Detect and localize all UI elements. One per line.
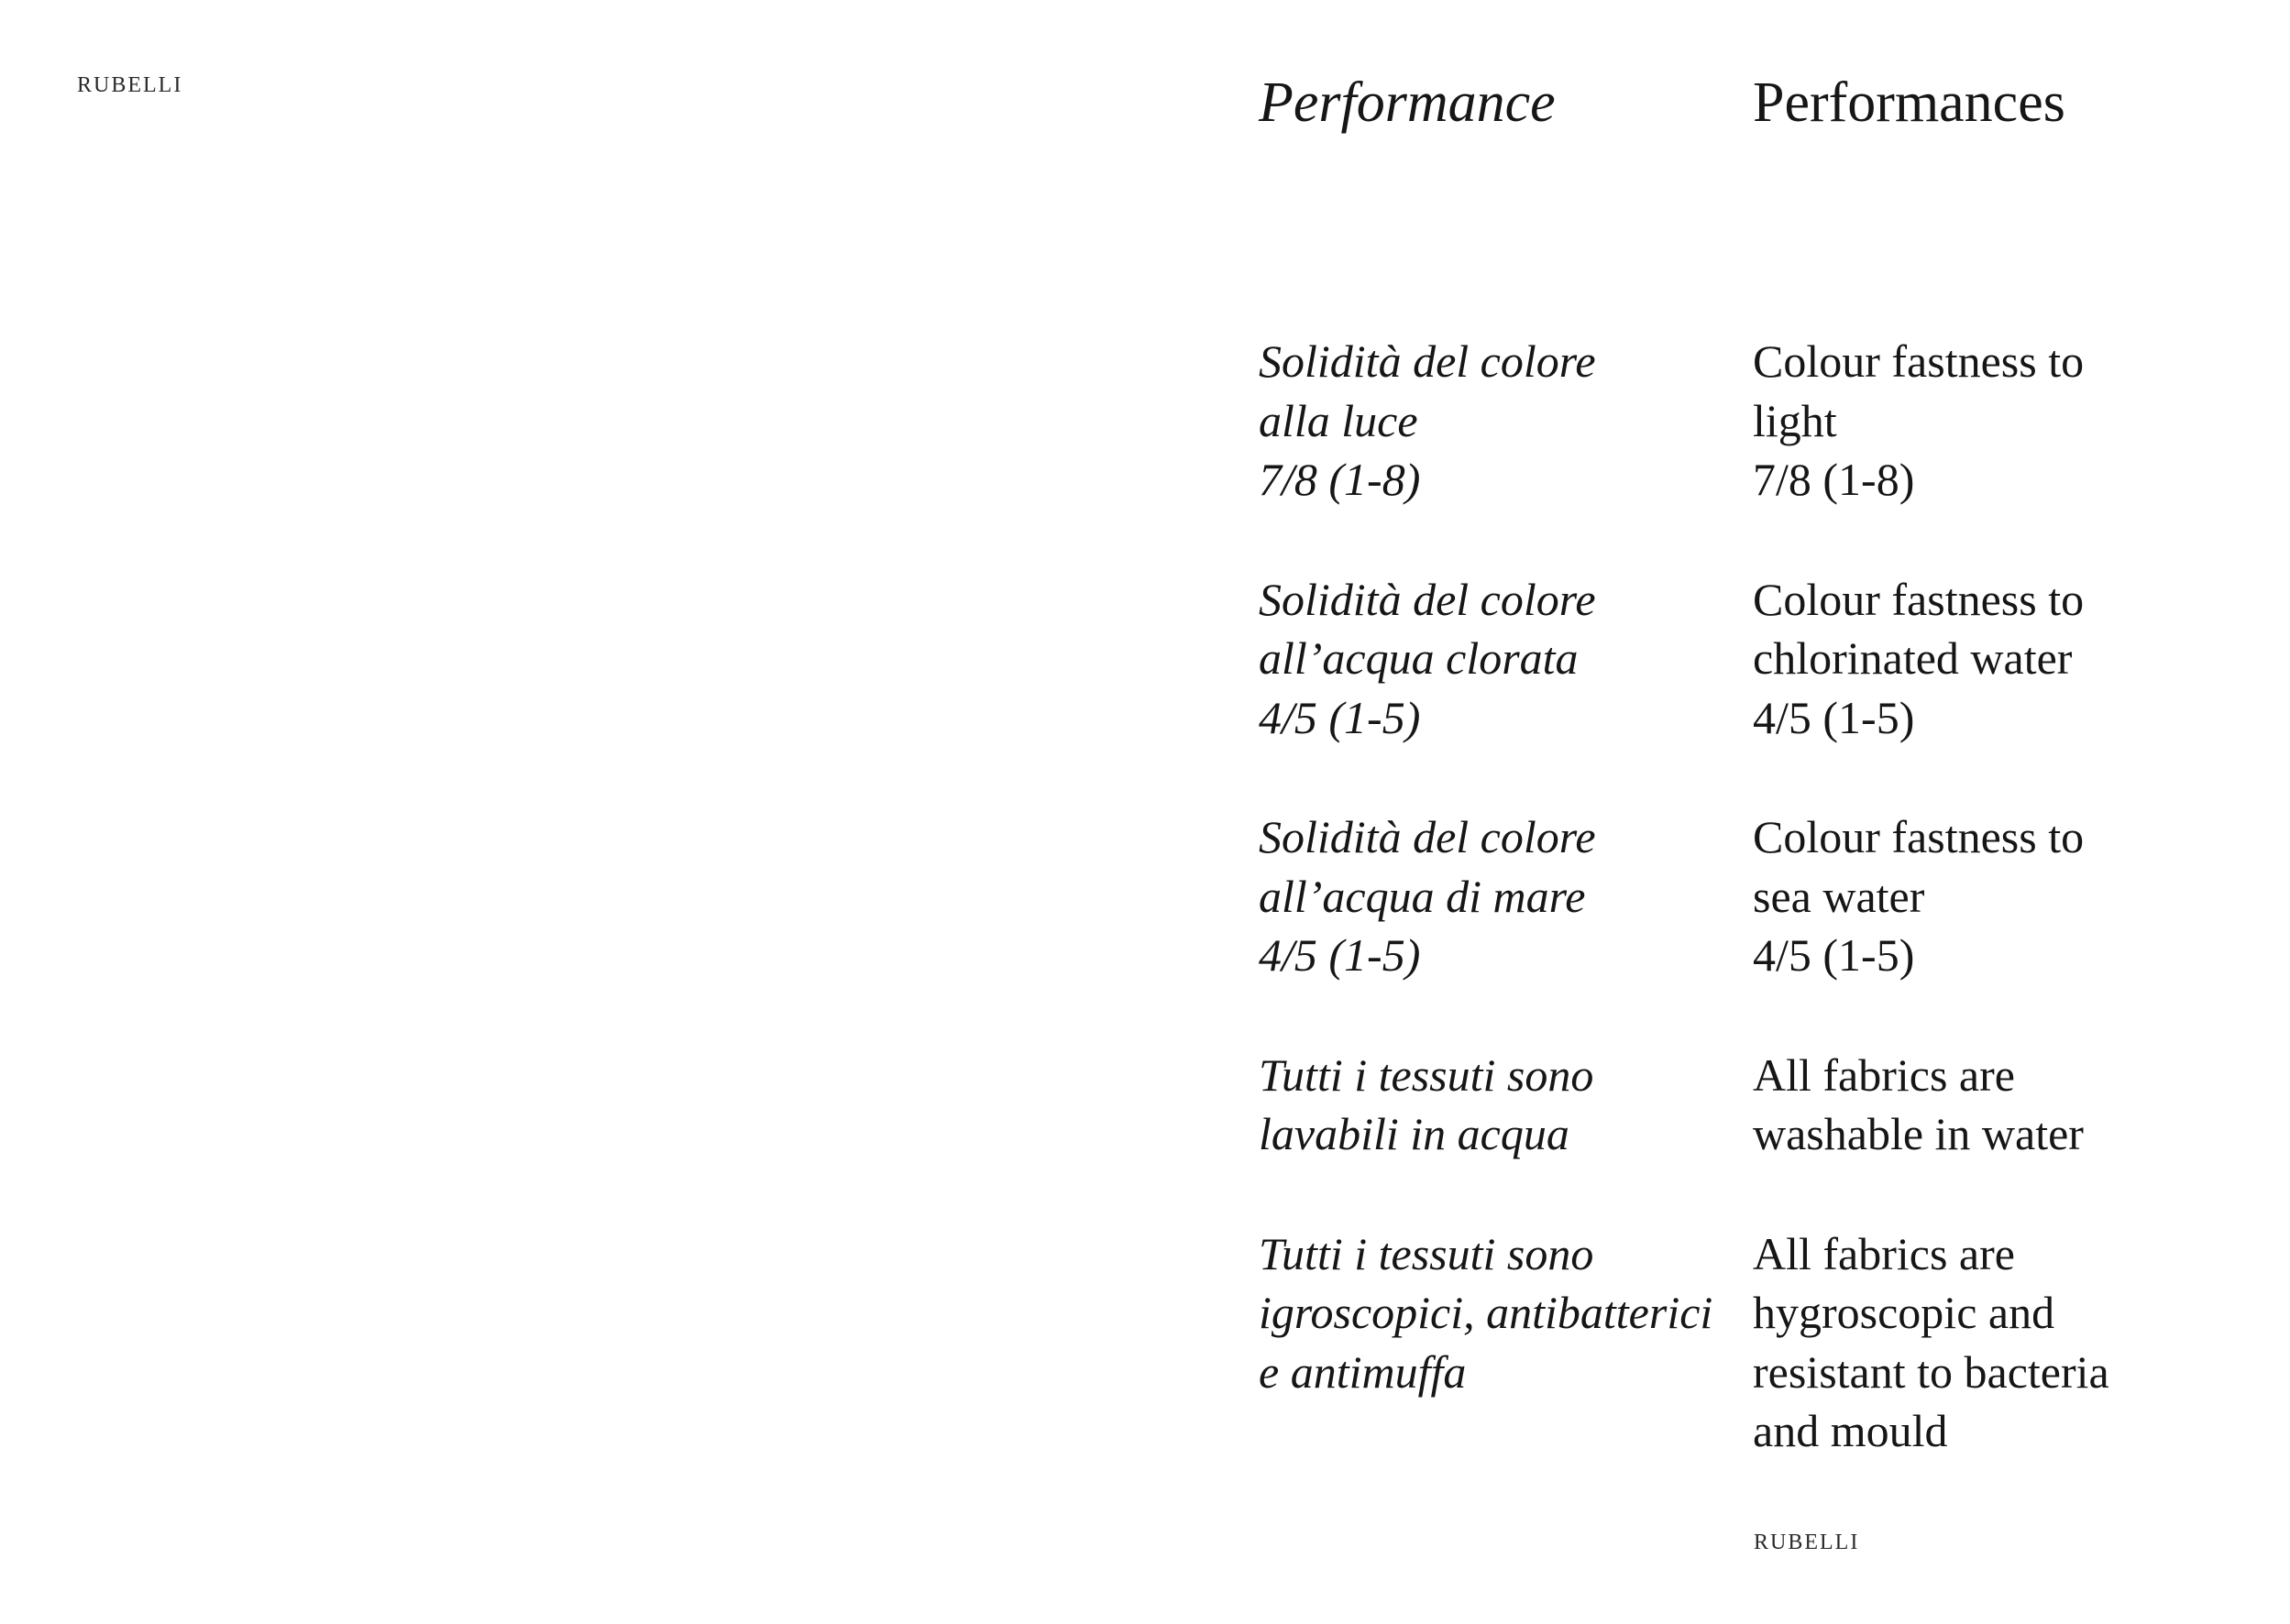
english-entry-light-fastness bbox=[1753, 332, 2248, 510]
italian-entry-hygroscopic bbox=[1259, 1224, 1735, 1402]
entry-line: 4/5 (1-5) bbox=[1259, 691, 1421, 743]
entry-line: 4/5 (1-5) bbox=[1753, 929, 1915, 981]
entry-line: 7/8 (1-8) bbox=[1259, 454, 1421, 505]
english-column bbox=[1753, 66, 2248, 1521]
english-entry-hygroscopic bbox=[1753, 1224, 2248, 1461]
entry-line: Solidità del colore bbox=[1259, 811, 1596, 862]
entry-line: Solidità del colore bbox=[1259, 573, 1596, 625]
entry-line: All fabrics are bbox=[1753, 1048, 2015, 1101]
entry-line: resistant to bacteria bbox=[1753, 1345, 2109, 1398]
italian-heading: Performance bbox=[1259, 71, 1556, 134]
entry-line: All fabrics are bbox=[1753, 1227, 2015, 1279]
italian-column bbox=[1259, 66, 1735, 1462]
italian-entry-washable bbox=[1259, 1046, 1735, 1164]
entry-line: hygroscopic and bbox=[1753, 1287, 2055, 1338]
entry-line: washable in water bbox=[1753, 1108, 2084, 1159]
entry-line: all’acqua clorata bbox=[1259, 632, 1579, 684]
entry-line: Colour fastness to bbox=[1753, 811, 2085, 862]
entry-line: lavabili in acqua bbox=[1259, 1108, 1569, 1159]
entry-line: 7/8 (1-8) bbox=[1753, 454, 1915, 505]
entry-line: all’acqua di mare bbox=[1259, 870, 1586, 922]
entry-line: e antimuffa bbox=[1259, 1345, 1467, 1398]
english-entry-washable bbox=[1753, 1046, 2248, 1164]
entry-line: Tutti i tessuti sono bbox=[1259, 1227, 1594, 1279]
entry-line: chlorinated water bbox=[1753, 632, 2073, 684]
entry-line: Colour fastness to bbox=[1753, 335, 2085, 387]
entry-line: Tutti i tessuti sono bbox=[1259, 1048, 1594, 1101]
entry-line: 4/5 (1-5) bbox=[1259, 929, 1421, 981]
english-entries bbox=[1753, 332, 2248, 1461]
italian-entry-chlorinated-water bbox=[1259, 570, 1735, 748]
entry-line: sea water bbox=[1753, 870, 1925, 922]
italian-entry-light-fastness bbox=[1259, 332, 1735, 510]
english-entry-chlorinated-water bbox=[1753, 570, 2248, 748]
entry-line: and mould bbox=[1753, 1405, 1948, 1456]
italian-entry-sea-water bbox=[1259, 807, 1735, 985]
entry-line: 4/5 (1-5) bbox=[1753, 691, 1915, 743]
entry-line: igroscopici, antibatterici bbox=[1259, 1287, 1713, 1338]
italian-entries bbox=[1259, 332, 1735, 1401]
english-entry-sea-water bbox=[1753, 807, 2248, 985]
entry-line: alla luce bbox=[1259, 394, 1418, 446]
entry-line: Colour fastness to bbox=[1753, 573, 2085, 625]
english-heading: Performances bbox=[1753, 71, 2065, 134]
brand-logo-top: RUBELLI bbox=[77, 73, 183, 97]
entry-line: Solidità del colore bbox=[1259, 335, 1596, 387]
entry-line: light bbox=[1753, 394, 1837, 446]
brand-logo-bottom: RUBELLI bbox=[1754, 1531, 1860, 1554]
